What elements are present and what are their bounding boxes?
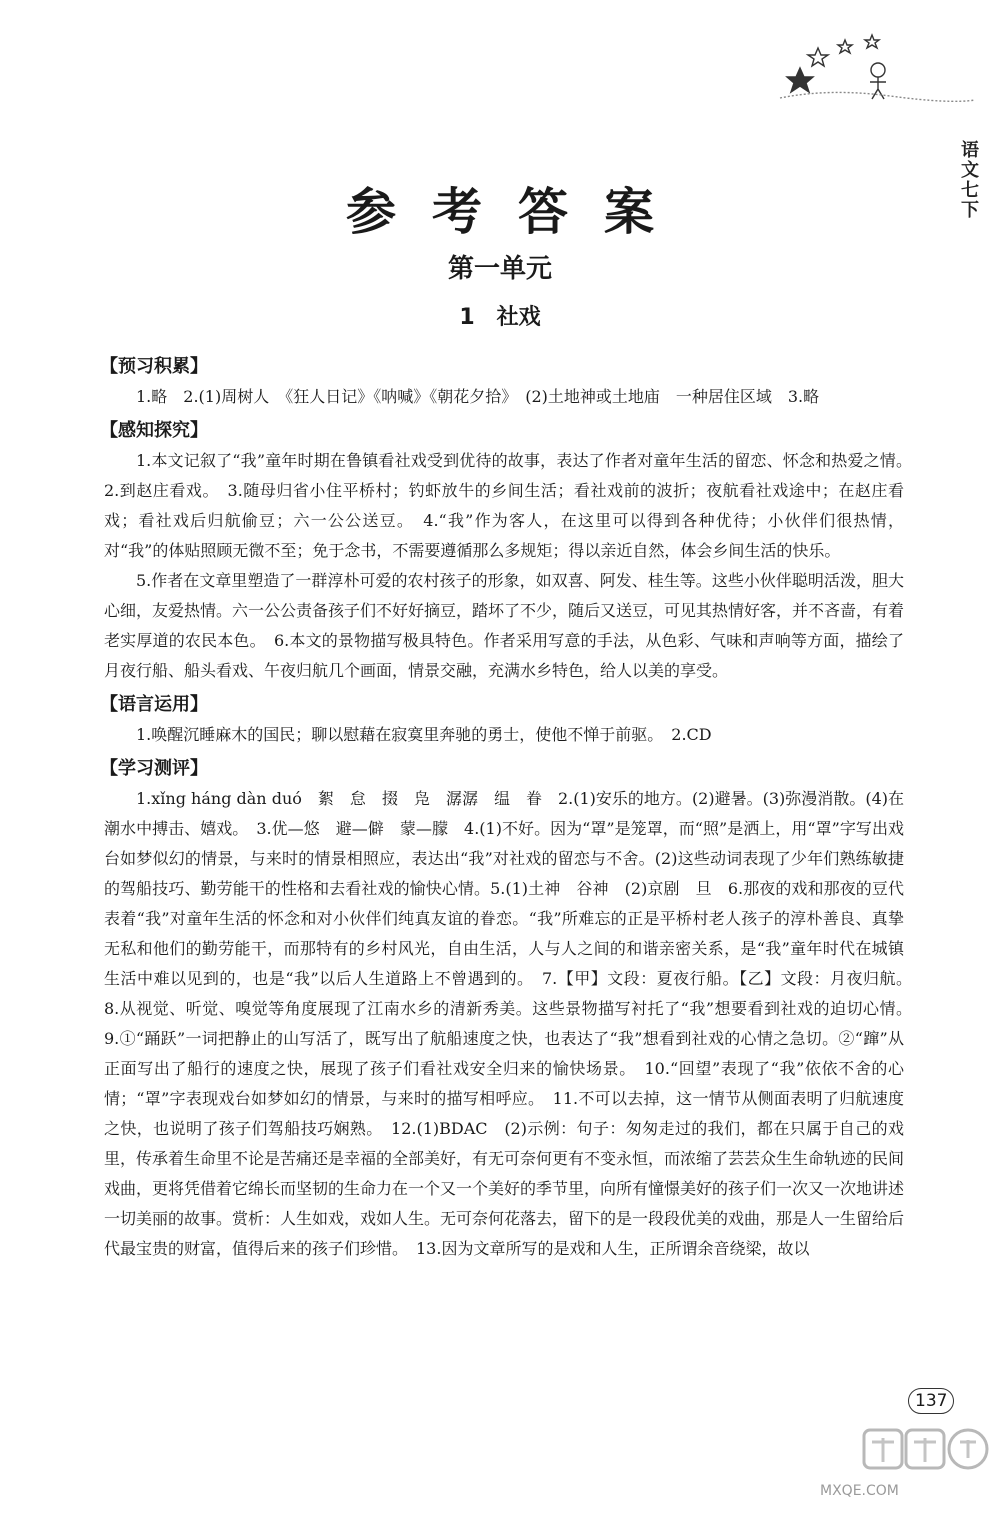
answer-content (100, 352, 921, 1264)
section-heading-assessment: 【学习测评】 (100, 758, 208, 779)
page-number: 137 (908, 1388, 954, 1414)
answer-paragraph: 1.本文记叙了“我”童年时期在鲁镇看社戏受到优待的故事，表达了作者对童年生活的留恋、怀念和热爱之情。 2.到赵庄看戏。 3.随母归省小住平桥村；钓虾放牛的乡间生活；看社戏前的波折；夜航看社戏途中；在赵庄看戏；看社戏后归航偷豆；六一公公送豆。 4.“我”作为客人，在这里可以得到各种优待；小伙伴们很热情，对“我”的体贴照顾无微不至；免于念书，不需要遵循那么多规矩；得以亲近自然，体会乡间生活的快乐。 (104, 451, 921, 560)
subject-tag: 语文七下 (958, 140, 979, 220)
watermark-url: MXQE.COM (820, 1483, 899, 1499)
stars-decoration (770, 30, 980, 110)
page-title: 参考答案 (346, 182, 690, 241)
answer-paragraph: 1.略 2.(1)周树人 《狂人日记》《呐喊》《朝花夕拾》 (2)土地神或土地庙 一种居住区域 3.略 (136, 387, 820, 406)
answer-paragraph: 5.作者在文章里塑造了一群淳朴可爱的农村孩子的形象，如双喜、阿发、桂生等。这些小伙伴聪明活泼，胆大心细，友爱热情。六一公公责备孩子们不好好摘豆，踏坏了不少，随后又送豆，可见其热情好客，并不吝啬，有着老实厚道的农民本色。 6.本文的景物描写极具特色。作者采用写意的手法，从色彩、气味和声响等方面，描绘了月夜行船、船头看戏、午夜归航几个画面，情景交融，充满水乡特色，给人以美的享受。 (104, 571, 905, 680)
section-heading-language: 【语言运用】 (100, 694, 208, 715)
answer-paragraph: 1.xǐng háng dàn duó 絮 怠 掇 凫 潺潺 缊 眷 2.(1)安乐的地方。(2)避暑。(3)弥漫消散。(4)在潮水中搏击、嬉戏。 3.优—悠 避—僻 蒙—朦 4.(1)不好。因为“罩”是笼罩，而“照”是洒上，用“罩”字写出戏台如梦似幻的情景，与来时的情景相照应，表达出“我”对社戏的留恋与不舍。(2)这些动词表现了少年们熟练敏捷的驾船技巧、勤劳能干的性格和去看社戏的愉快心情。5.(1)土神 谷神 (2)京剧 旦 6.那夜的戏和那夜的豆代表着“我”对童年生活的怀念和对小伙伴们纯真友谊的眷恋。“我”所难忘的正是平桥村老人孩子的淳朴善良、真挚无私和他们的勤劳能干，而那特有的乡村风光，自由生活，人与人之间的和谐亲密关系，是“我”童年时代在城镇生活中难以见到的，也是“我”以后人生道路上不曾遇到的。 7.【甲】文段：夏夜行船。【乙】文段：月夜归航。 8.从视觉、听觉、嗅觉等角度展现了江南水乡的清新秀美。这些景物描写衬托了“我”想要看到社戏的迫切心情。 9.①“踊跃”一词把静止的山写活了，既写出了航船速度之快，也表达了“我”想看到社戏的心情之急切。②“蹿”从正面写出了船行的速度之快，展现了孩子们看社戏安全归来的愉快场景。 10.“回望”表现了“我”依依不舍的心情；“罩”字表现戏台如梦如幻的情景，与来时的描写相呼应。 11.不可以去掉，这一情节从侧面表明了归航速度之快，也说明了孩子们驾船技巧娴熟。 12.(1)BDAC (2)示例：句子：匆匆走过的我们，都在只属于自己的戏里，传承着生命里不论是苦痛还是幸福的全部美好，有无可奈何更有不变永恒，而浓缩了芸芸众生生命轨迹的民间戏曲，更将凭借着它绵长而坚韧的生命力在一个又一个美好的季节里，向所有憧憬美好的孩子们一次又一次地讲述一切美丽的故事。赏析：人生如戏，戏如人生。无可奈何花落去，留下的是一段段优美的戏曲，那是人一生留给后代最宝贵的财富，值得后来的孩子们珍惜。 13.因为文章所写的是戏和人生，正所谓余音绕梁，故以 (104, 789, 921, 1258)
unit-heading: 第一单元 (447, 254, 552, 284)
section-heading-perception: 【感知探究】 (100, 420, 208, 441)
lesson-heading: 1 社戏 (459, 305, 541, 330)
answer-paragraph: 1.唤醒沉睡麻木的国民；聊以慰藉在寂寞里奔驰的勇士，使他不惮于前驱。 2.CD (136, 725, 712, 744)
section-heading-preview: 【预习积累】 (100, 356, 208, 377)
